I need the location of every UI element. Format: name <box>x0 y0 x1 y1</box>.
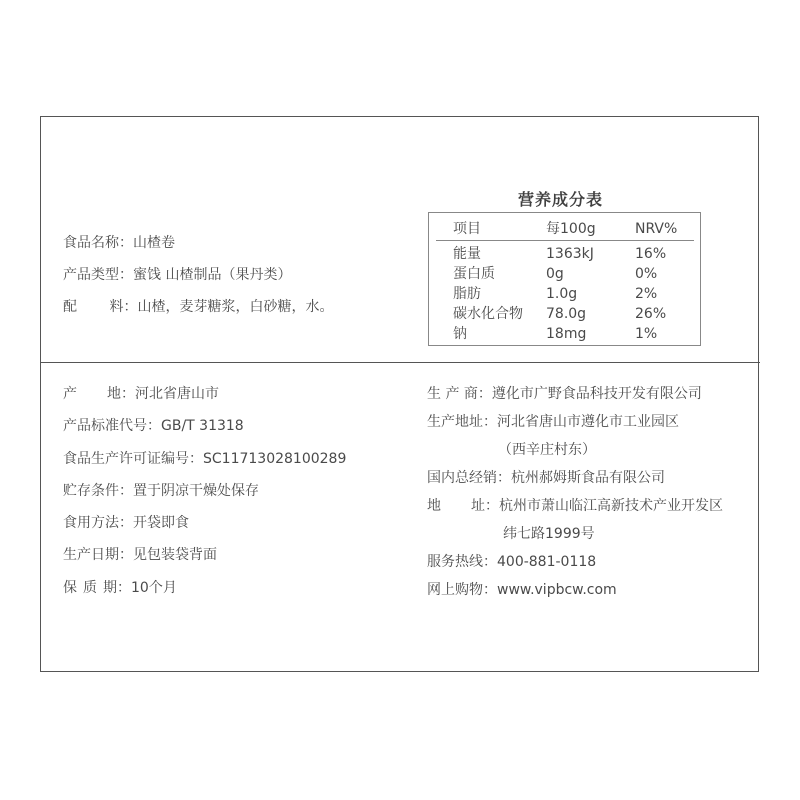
standard-row <box>63 417 244 435</box>
ingredients-value: 山楂，麦芽糖浆，白砂糖，水。 <box>137 299 334 315</box>
ingredients-row <box>63 298 333 316</box>
ingredients-label-b: 料： <box>109 299 138 315</box>
nutrition-row-nrv: 2% <box>635 286 658 302</box>
distributor-address-line2: 纬七路1999号 <box>503 526 595 542</box>
nutrition-row-amount: 18mg <box>546 326 587 342</box>
nutrition-row-nrv: 16% <box>635 246 667 262</box>
standard-label: 产品标准代号： <box>63 418 161 434</box>
maker-label: 生 产 商： <box>427 386 492 402</box>
nutrition-row-nrv: 0% <box>635 266 658 282</box>
origin-row <box>63 385 219 403</box>
shelf-life-row <box>63 579 177 597</box>
nutrition-row-name: 脂肪 <box>453 286 481 302</box>
distributor-address-label-a: 地 <box>427 498 441 514</box>
standard-value: GB/T 31318 <box>161 418 244 434</box>
nutrition-row-nrv: 26% <box>635 306 667 322</box>
ingredients-label-a: 配 <box>63 299 77 315</box>
nutrition-row-name: 能量 <box>453 246 481 262</box>
nutrition-row-amount: 0g <box>546 266 564 282</box>
origin-label-a: 产 <box>63 386 77 402</box>
section-divider <box>40 362 760 363</box>
origin-value: 河北省唐山市 <box>135 386 219 402</box>
distributor-address-value: 杭州市萧山临江高新技术产业开发区 <box>499 498 723 514</box>
storage-value: 置于阴凉干燥处保存 <box>133 483 259 499</box>
nutrition-header-line <box>436 240 694 241</box>
nutrition-header-item: 项目 <box>453 221 481 237</box>
date-row <box>63 546 217 564</box>
product-name-value: 山楂卷 <box>133 235 175 251</box>
product-name-row <box>63 234 175 252</box>
maker-address-row <box>427 413 679 431</box>
shelf-value: 10个月 <box>131 580 177 596</box>
origin-label-b: 地： <box>107 386 135 402</box>
usage-value: 开袋即食 <box>133 515 189 531</box>
storage-label: 贮存条件： <box>63 483 133 499</box>
nutrition-header-per100g: 每100g <box>546 221 596 237</box>
license-row <box>63 450 346 468</box>
nutrition-row-amount: 1363kJ <box>546 246 594 262</box>
usage-row <box>63 514 189 532</box>
shelf-label-a: 保 <box>63 580 77 596</box>
distributor-row <box>427 469 665 487</box>
license-label: 食品生产许可证编号： <box>63 451 203 467</box>
distributor-address-row <box>427 497 723 515</box>
distributor-value: 杭州郝姆斯食品有限公司 <box>511 470 665 486</box>
hotline-row <box>427 553 596 571</box>
shelf-label-b: 质 <box>83 580 97 596</box>
date-label: 生产日期： <box>63 547 133 563</box>
hotline-value: 400-881-0118 <box>497 554 597 570</box>
product-type-value: 蜜饯 山楂制品（果丹类） <box>133 267 292 283</box>
nutrition-header-nrv: NRV% <box>635 221 678 237</box>
date-value: 见包装袋背面 <box>133 547 217 563</box>
product-name-label: 食品名称： <box>63 235 133 251</box>
product-type-row <box>63 266 291 284</box>
distributor-address-label-b: 址： <box>471 498 499 514</box>
nutrition-title: 营养成分表 <box>518 190 604 209</box>
online-shop-label: 网上购物： <box>427 582 497 598</box>
online-shop-row <box>427 581 617 599</box>
maker-address-line2: （西辛庄村东） <box>498 442 596 458</box>
storage-row <box>63 482 259 500</box>
nutrition-row-name: 碳水化合物 <box>453 306 523 322</box>
maker-row <box>427 385 702 403</box>
shelf-label-c: 期： <box>103 580 131 596</box>
usage-label: 食用方法： <box>63 515 133 531</box>
product-type-label: 产品类型： <box>63 267 133 283</box>
maker-address-value: 河北省唐山市遵化市工业园区 <box>497 414 679 430</box>
nutrition-row-amount: 78.0g <box>546 306 587 322</box>
license-value: SC11713028100289 <box>203 451 347 467</box>
online-shop-value: www.vipbcw.com <box>497 582 617 598</box>
nutrition-row-name: 钠 <box>453 326 467 342</box>
maker-address-label: 生产地址： <box>427 414 497 430</box>
nutrition-row-amount: 1.0g <box>546 286 578 302</box>
maker-value: 遵化市广野食品科技开发有限公司 <box>491 386 702 402</box>
hotline-label: 服务热线： <box>427 554 497 570</box>
distributor-label: 国内总经销： <box>427 470 511 486</box>
nutrition-row-nrv: 1% <box>635 326 658 342</box>
nutrition-row-name: 蛋白质 <box>453 266 495 282</box>
